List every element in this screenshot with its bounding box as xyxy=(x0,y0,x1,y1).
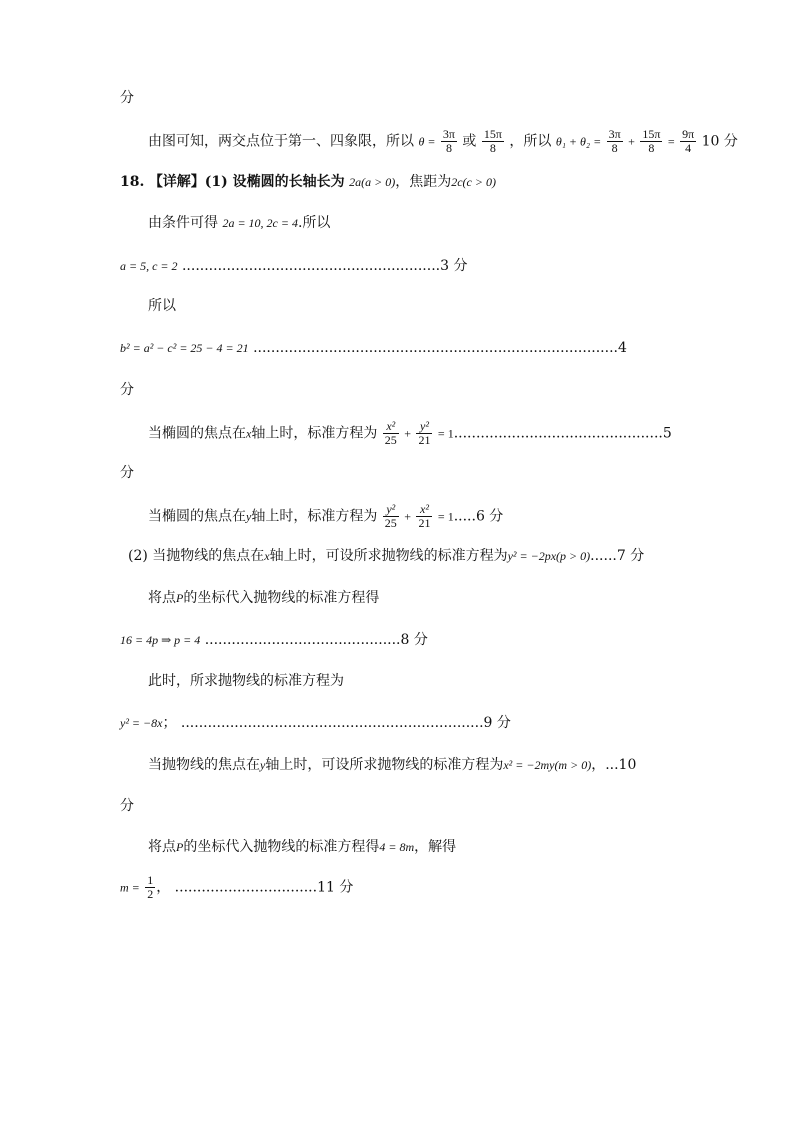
line-parabola-x xyxy=(128,546,644,566)
line-suoyi xyxy=(148,296,176,316)
numerator: x² xyxy=(383,420,399,434)
line-fen-3 xyxy=(120,463,134,483)
math: a = 5, c = 2 xyxy=(120,259,178,273)
text: 的坐标代入抛物线的标准方程得 xyxy=(183,839,380,855)
line-fen-4 xyxy=(120,796,134,816)
denominator: 8 xyxy=(445,141,452,155)
denominator: 4 xyxy=(685,141,692,155)
text: 此时，所求抛物线的标准方程为 xyxy=(148,673,344,689)
fraction xyxy=(441,128,457,155)
line-p-value xyxy=(120,630,428,650)
math: P xyxy=(176,591,184,605)
text: 轴上时，标准方程为 xyxy=(251,425,378,442)
math: x² = −2my(m > 0) xyxy=(503,758,592,772)
fraction xyxy=(383,503,399,530)
denominator: 21 xyxy=(418,516,431,530)
fraction xyxy=(416,420,432,447)
numerator: 3π xyxy=(442,127,455,141)
text: ，焦距为 xyxy=(395,174,452,190)
numerator: 15π xyxy=(483,127,502,141)
denominator: 8 xyxy=(648,141,655,155)
math: θ = xyxy=(418,134,436,149)
fraction xyxy=(482,128,504,155)
line-ellipse-y: 当椭圆的焦点在y轴上时，标准方程为 $\frac{\text{y²}}{25}$ + $\frac{\text{x²}}{21}$ = 1.....6 分 xyxy=(148,502,504,530)
line-condition xyxy=(148,213,330,233)
text: ..................................................................................4 xyxy=(253,340,627,356)
denominator: 8 xyxy=(611,141,618,155)
math: 16 = 4p ⇒ p = 4 xyxy=(120,633,201,647)
text: 当椭圆的焦点在 xyxy=(148,425,246,442)
math: x xyxy=(246,426,252,441)
line-y-squared xyxy=(120,713,511,733)
text: 由图可知，两交点位于第一、四象限，所以 xyxy=(148,133,414,150)
text: 轴上时，可设所求抛物线的标准方程为 xyxy=(269,548,508,564)
text: (2) 当抛物线的焦点在 xyxy=(128,548,265,564)
denominator: 2 xyxy=(147,887,154,901)
text: 分 xyxy=(120,465,134,481)
fraction xyxy=(383,420,399,447)
line-parabola-y xyxy=(148,755,636,775)
text: ............................................8 分 xyxy=(204,632,428,648)
denominator: 8 xyxy=(489,141,496,155)
text: 10 分 xyxy=(701,133,738,150)
line-b-squared xyxy=(120,338,627,358)
math: y² = −8x xyxy=(120,716,163,730)
line-substitute-p-2 xyxy=(148,837,456,857)
text: 分 xyxy=(120,798,134,814)
fraction xyxy=(640,128,662,155)
math: x xyxy=(264,549,270,563)
math: y xyxy=(246,509,252,524)
numerator: 1 xyxy=(147,873,154,887)
fraction xyxy=(145,874,155,901)
text: 当椭圆的焦点在 xyxy=(148,508,246,525)
numerator: 9π xyxy=(682,127,695,141)
denominator: 25 xyxy=(384,516,397,530)
text: ..........................................................3 分 xyxy=(181,258,468,274)
text: 轴上时，标准方程为 xyxy=(251,508,378,525)
numerator: 3π xyxy=(608,127,621,141)
math: 2a = 10, 2c = 4 xyxy=(222,216,298,230)
numerator: x² xyxy=(416,503,432,517)
math: θ₁ + θ₂ = xyxy=(555,134,602,149)
text: 将点 xyxy=(148,839,176,855)
math: = 1 xyxy=(437,509,454,524)
math: b² = a² − c² = 25 − 4 = 21 xyxy=(120,341,249,355)
text: ...............................................5 xyxy=(453,425,672,442)
text: ， ................................11 分 xyxy=(156,879,354,896)
fraction xyxy=(680,128,696,155)
line-m-value xyxy=(120,874,353,901)
math: P xyxy=(176,840,184,854)
line-fen-1 xyxy=(120,88,134,108)
text: 轴上时，可设所求抛物线的标准方程为 xyxy=(265,757,504,773)
text: ，所以 xyxy=(509,133,552,150)
math: 2c(c > 0) xyxy=(451,175,496,189)
line-question-18 xyxy=(120,172,496,192)
text: 【详解】(1) 设椭圆的长轴长为 xyxy=(148,174,345,190)
text: 分 xyxy=(120,382,134,398)
line-cishi xyxy=(148,671,344,691)
denominator: 25 xyxy=(384,433,397,447)
text: ，解得 xyxy=(414,839,457,855)
numerator: y² xyxy=(416,420,432,434)
line-ellipse-x: 当椭圆的焦点在x轴上时，标准方程为 $\frac{\text{x²}}{25}$ + $\frac{\text{y²}}{21}$ = 1...............................................5 xyxy=(148,419,672,447)
numerator: y² xyxy=(383,503,399,517)
text: 分 xyxy=(120,90,134,106)
text: 所以 xyxy=(148,298,176,314)
line-theta-result: 由图可知，两交点位于第一、四象限，所以 θ = $\frac{3\pi}{8}$ 或 $\frac{15\pi}{8}$ ，所以 θ₁ + θ₂ = $\frac{3\pi}{8}$ + $\frac{15\pi}{8}$ = $\frac{9\pi}{4}$ 10 分 xyxy=(148,127,738,155)
text: 的坐标代入抛物线的标准方程得 xyxy=(183,590,380,606)
text: 将点 xyxy=(148,590,176,606)
math: m = xyxy=(120,880,140,895)
denominator: 21 xyxy=(418,433,431,447)
text: .....6 分 xyxy=(453,508,504,525)
text: ......7 分 xyxy=(590,548,645,564)
fraction xyxy=(607,128,623,155)
text: ； ....................................................................9 分 xyxy=(162,715,511,731)
text: ，...10 xyxy=(591,757,637,773)
math: = 1 xyxy=(437,426,454,441)
text: .所以 xyxy=(297,215,331,231)
text: 由条件可得 xyxy=(148,215,218,231)
math: 2a(a > 0) xyxy=(349,175,396,189)
question-number: 18. xyxy=(120,174,145,190)
text: 或 xyxy=(462,133,477,150)
math: 4 = 8m xyxy=(379,840,415,854)
line-substitute-p-1 xyxy=(148,588,379,608)
math: y xyxy=(260,758,266,772)
text: 当抛物线的焦点在 xyxy=(148,757,260,773)
numerator: 15π xyxy=(642,127,661,141)
line-a-c xyxy=(120,256,467,276)
fraction xyxy=(416,503,432,530)
line-fen-2 xyxy=(120,380,134,400)
math: y² = −2px(p > 0) xyxy=(507,549,591,563)
